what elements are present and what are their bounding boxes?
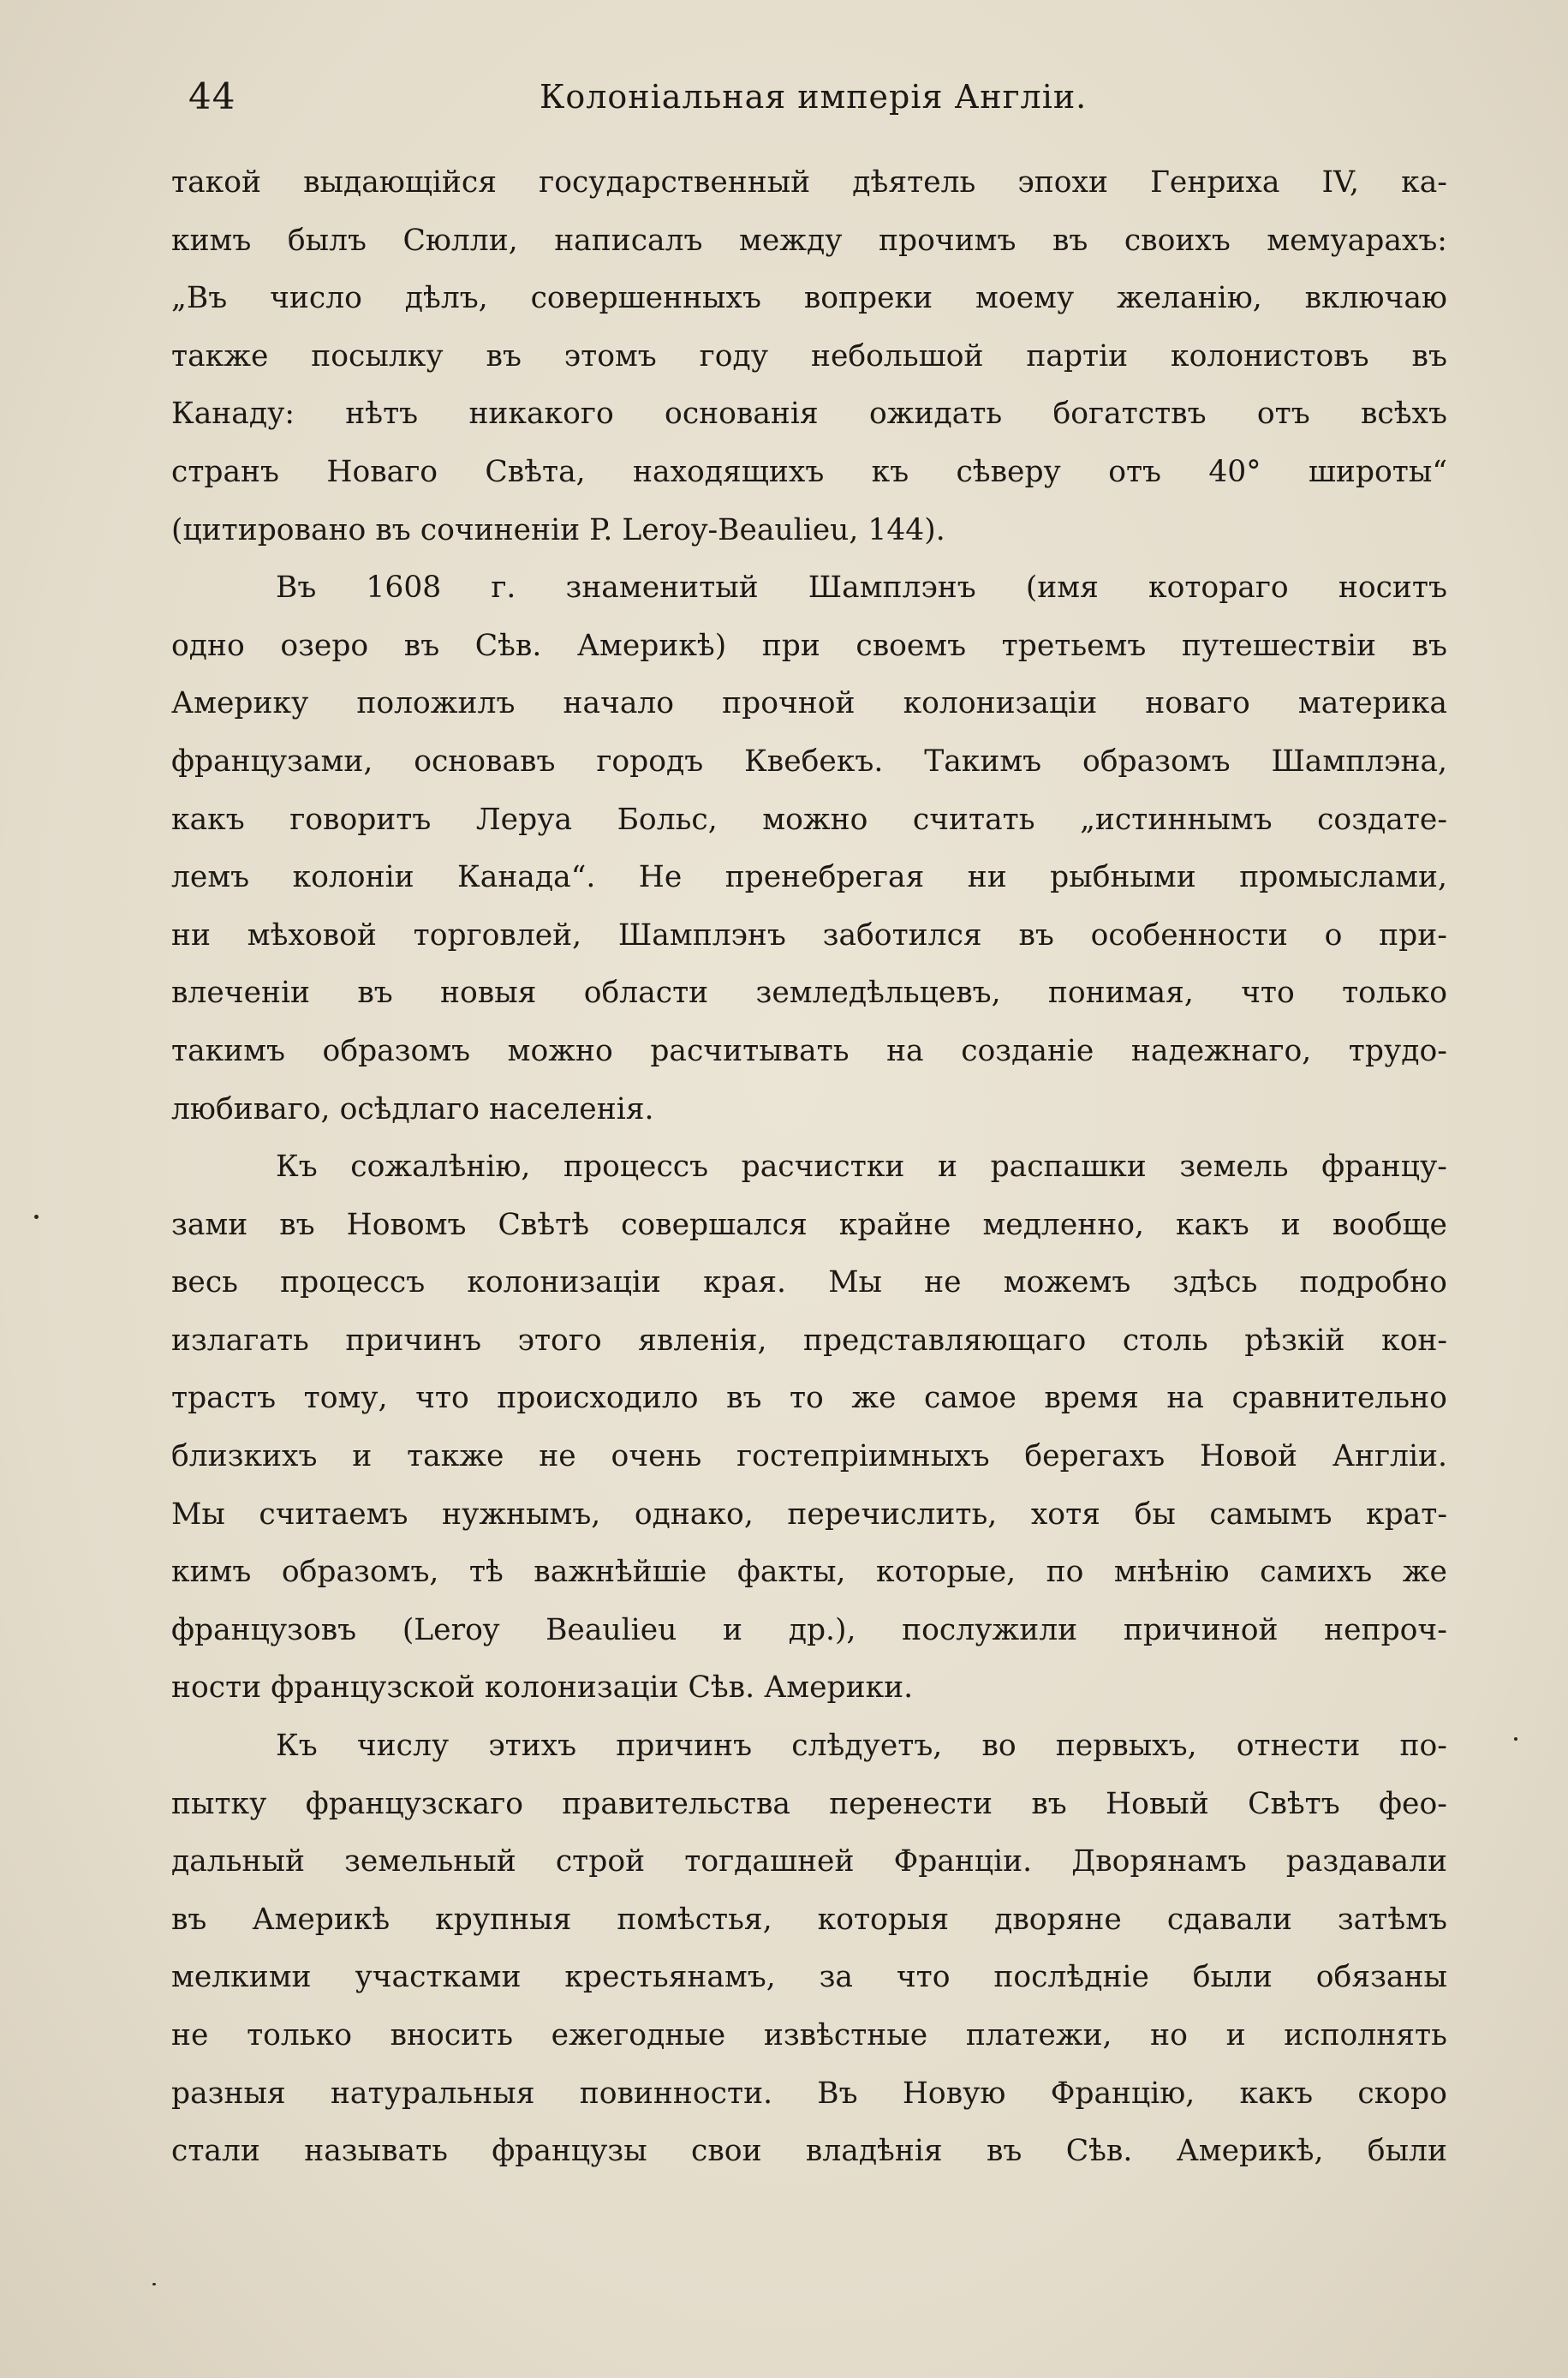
text-line: Америку положилъ начало прочной колонизаціи новаго материка [171,686,1447,721]
text-line: близкихъ и также не очень гостепріимныхъ берегахъ Новой Англіи. [171,1439,1447,1474]
text-line: зами въ Новомъ Свѣтѣ совершался крайне медленно, какъ и вообще [171,1207,1447,1242]
text-line: кимъ былъ Сюлли, написалъ между прочимъ въ своихъ мемуарахъ: [171,223,1447,258]
text-line: ности французской колонизаціи Сѣв. Америки. [171,1670,914,1706]
text-line: какъ говоритъ Леруа Больс, можно считать „истиннымъ создате- [171,802,1447,837]
text-line: французовъ (Leroy Beaulieu и др.), послужили причиной непроч- [171,1612,1447,1647]
text-line: также посылку въ этомъ году небольшой партіи колонистовъ въ [171,338,1447,373]
text-line: влеченіи въ новыя области земледѣльцевъ, понимая, что только [171,976,1447,1011]
text-line: разныя натуральныя повинности. Въ Новую Францію, какъ скоро [171,2076,1447,2111]
ink-speck [1514,1737,1517,1741]
text-line: Въ 1608 г. знаменитый Шамплэнъ (имя котораго носитъ [276,571,1447,606]
text-line: Мы считаемъ нужнымъ, однако, перечислить, хотя бы самымъ крат- [171,1497,1447,1532]
text-line: Къ числу этихъ причинъ слѣдуетъ, во первыхъ, отнести по- [276,1729,1447,1764]
text-line: Канаду: нѣтъ никакого основанія ожидать богатствъ отъ всѣхъ [171,397,1447,432]
text-line: ни мѣховой торговлей, Шамплэнъ заботился въ особенности о при- [171,917,1447,953]
text-line: дальный земельный строй тогдашней Франціи. Дворянамъ раздавали [171,1844,1447,1879]
text-line: весь процессъ колонизаціи края. Мы не можемъ здѣсь подробно [171,1265,1447,1300]
text-line: Къ сожалѣнію, процессъ расчистки и распашки земель францу- [276,1150,1447,1185]
page-number: 44 [188,75,236,117]
text-line: пытку французскаго правительства перенести въ Новый Свѣтъ фео- [171,1786,1447,1821]
text-line: мелкими участками крестьянамъ, за что послѣдніе были обязаны [171,1960,1447,1995]
text-line: такимъ образомъ можно расчитывать на созданіе надежнаго, трудо- [171,1033,1447,1068]
text-line: кимъ образомъ, тѣ важнѣйшіе факты, которые, по мнѣнію самихъ же [171,1555,1447,1590]
text-line: не только вносить ежегодные извѣстные платежи, но и исполнять [171,2018,1447,2052]
text-line: одно озеро въ Сѣв. Америкѣ) при своемъ третьемъ путешествіи въ [171,628,1447,663]
text-line: такой выдающійся государственный дѣятель эпохи Генриха IV, ка- [171,165,1447,200]
ink-speck [152,2283,156,2285]
ink-speck [34,1215,39,1219]
text-line: (цитировано въ сочиненіи P. Leroy-Beaulieu, 144). [171,512,945,547]
text-line: въ Америкѣ крупныя помѣстья, которыя дворяне сдавали затѣмъ [171,1902,1447,1937]
text-line: „Въ число дѣлъ, совершенныхъ вопреки моему желанію, включаю [171,281,1447,316]
running-title: Колоніальная имперія Англіи. [540,78,1088,116]
text-line: стали называть французы свои владѣнія въ Сѣв. Америкѣ, были [171,2134,1447,2169]
body-text [171,154,1447,2181]
text-line: излагать причинъ этого явленія, представляющаго столь рѣзкій кон- [171,1323,1447,1358]
text-line: любиваго, осѣдлаго населенія. [171,1091,654,1126]
text-line: странъ Новаго Свѣта, находящихъ къ сѣверу отъ 40° широты“ [171,454,1447,489]
page-header [188,67,1447,127]
text-line: трастъ тому, что происходило въ то же самое время на сравнительно [171,1381,1447,1416]
text-line: лемъ колоніи Канада“. Не пренебрегая ни рыбными промыслами, [171,860,1447,895]
text-line: французами, основавъ городъ Квебекъ. Такимъ образомъ Шамплэна, [171,744,1447,779]
